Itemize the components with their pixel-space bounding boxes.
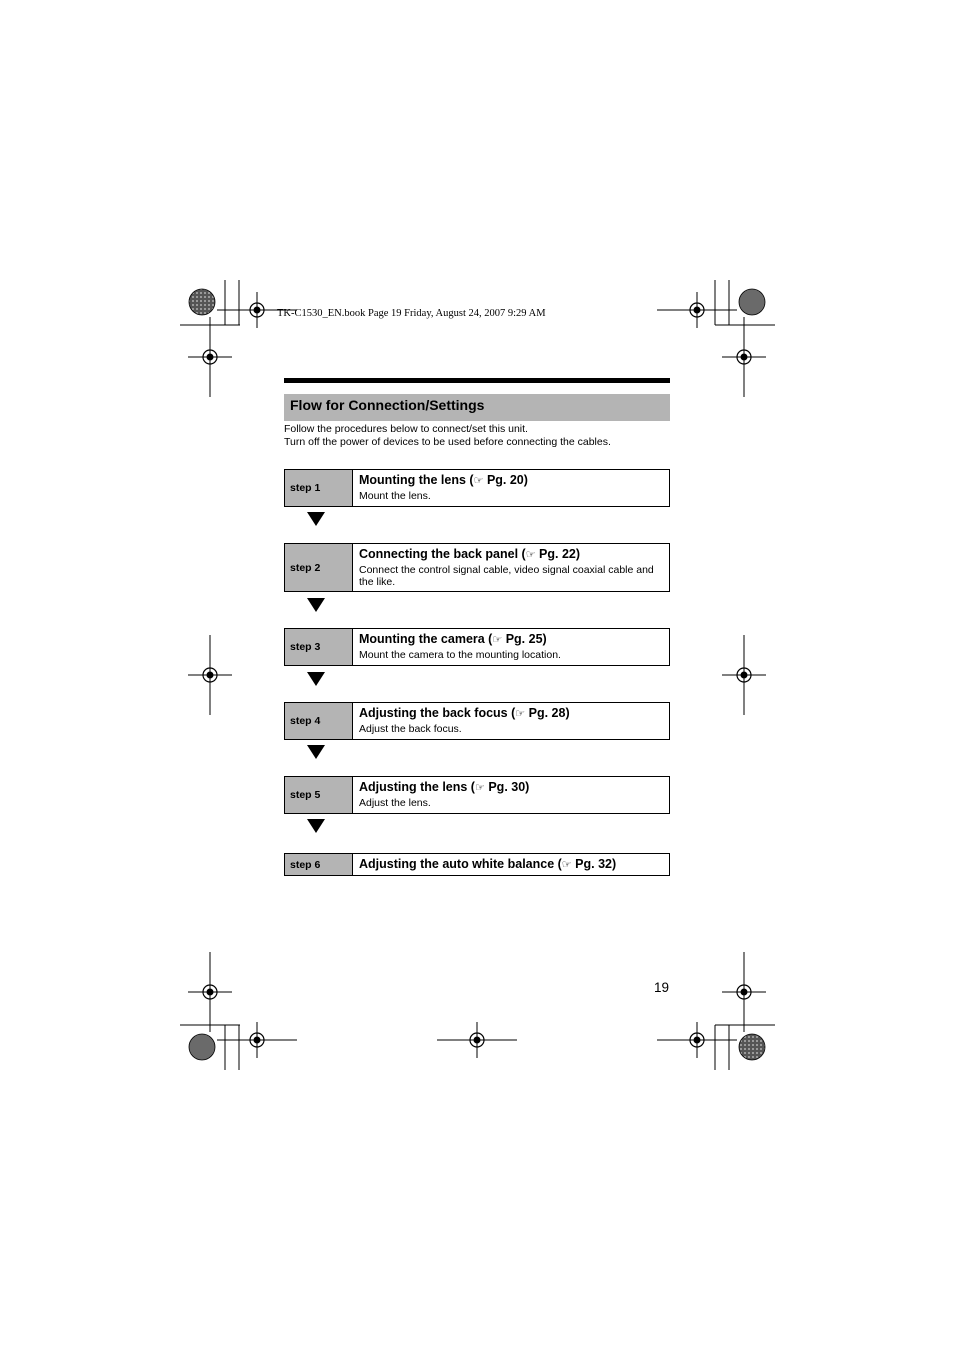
down-triangle-icon bbox=[307, 819, 325, 833]
page-reference-link[interactable]: Pg. 20) bbox=[486, 473, 528, 487]
page-reference-link[interactable]: Pg. 25) bbox=[505, 632, 547, 646]
page-reference-link[interactable]: Pg. 30) bbox=[488, 780, 530, 794]
intro-text bbox=[284, 423, 611, 449]
step-title bbox=[359, 632, 663, 648]
step-description: Mount the lens. bbox=[359, 490, 431, 502]
step-title bbox=[359, 706, 663, 722]
step-3-box bbox=[284, 628, 670, 666]
step-title bbox=[359, 780, 663, 796]
down-triangle-icon bbox=[307, 512, 325, 526]
pointing-hand-icon: ☞ bbox=[492, 634, 503, 646]
down-triangle-icon bbox=[307, 598, 325, 612]
pointing-hand-icon: ☞ bbox=[474, 782, 485, 794]
step-title bbox=[359, 547, 663, 563]
step-title bbox=[359, 473, 663, 489]
down-triangle-icon bbox=[307, 672, 325, 686]
step-1-box bbox=[284, 469, 670, 507]
step-title-text: Adjusting the auto white balance ( bbox=[359, 856, 562, 871]
step-label: step 4 bbox=[285, 703, 353, 739]
page-reference-link[interactable]: Pg. 28) bbox=[528, 706, 570, 720]
step-6-box bbox=[284, 853, 670, 876]
page-reference-link[interactable]: Pg. 22) bbox=[539, 547, 581, 561]
step-title bbox=[359, 857, 616, 873]
step-4-box bbox=[284, 702, 670, 740]
step-title-text: Mounting the lens ( bbox=[359, 473, 474, 487]
step-2-box bbox=[284, 543, 670, 592]
down-triangle-icon bbox=[307, 745, 325, 759]
step-title-text: Adjusting the back focus ( bbox=[359, 706, 516, 720]
step-description: Mount the camera to the mounting location. bbox=[359, 649, 561, 661]
step-5-box bbox=[284, 776, 670, 814]
step-label: step 5 bbox=[285, 777, 353, 813]
page-number: 19 bbox=[654, 980, 670, 995]
book-header-line: TK-C1530_EN.book Page 19 Friday, August 24, 2007 9:29 AM bbox=[277, 308, 546, 319]
step-title-text: Connecting the back panel ( bbox=[359, 547, 526, 561]
step-title-text: Mounting the camera ( bbox=[359, 632, 493, 646]
step-label: step 6 bbox=[285, 854, 353, 875]
pointing-hand-icon: ☞ bbox=[561, 858, 572, 871]
page-reference-link[interactable]: Pg. 32) bbox=[575, 856, 617, 871]
pointing-hand-icon: ☞ bbox=[515, 708, 526, 720]
step-title-text: Adjusting the lens ( bbox=[359, 780, 475, 794]
step-label: step 1 bbox=[285, 470, 353, 506]
step-description: Connect the control signal cable, video signal coaxial cable and the like. bbox=[359, 564, 654, 588]
pointing-hand-icon: ☞ bbox=[525, 549, 536, 561]
step-description: Adjust the back focus. bbox=[359, 723, 462, 735]
section-title: Flow for Connection/Settings bbox=[284, 394, 670, 421]
intro-line-1: Follow the procedures below to connect/set this unit. bbox=[284, 423, 528, 435]
pointing-hand-icon: ☞ bbox=[473, 475, 484, 487]
section-top-rule bbox=[284, 378, 670, 383]
step-label: step 3 bbox=[285, 629, 353, 665]
intro-line-2: Turn off the power of devices to be used before connecting the cables. bbox=[284, 436, 611, 448]
step-label: step 2 bbox=[285, 544, 353, 591]
step-description: Adjust the lens. bbox=[359, 797, 431, 809]
